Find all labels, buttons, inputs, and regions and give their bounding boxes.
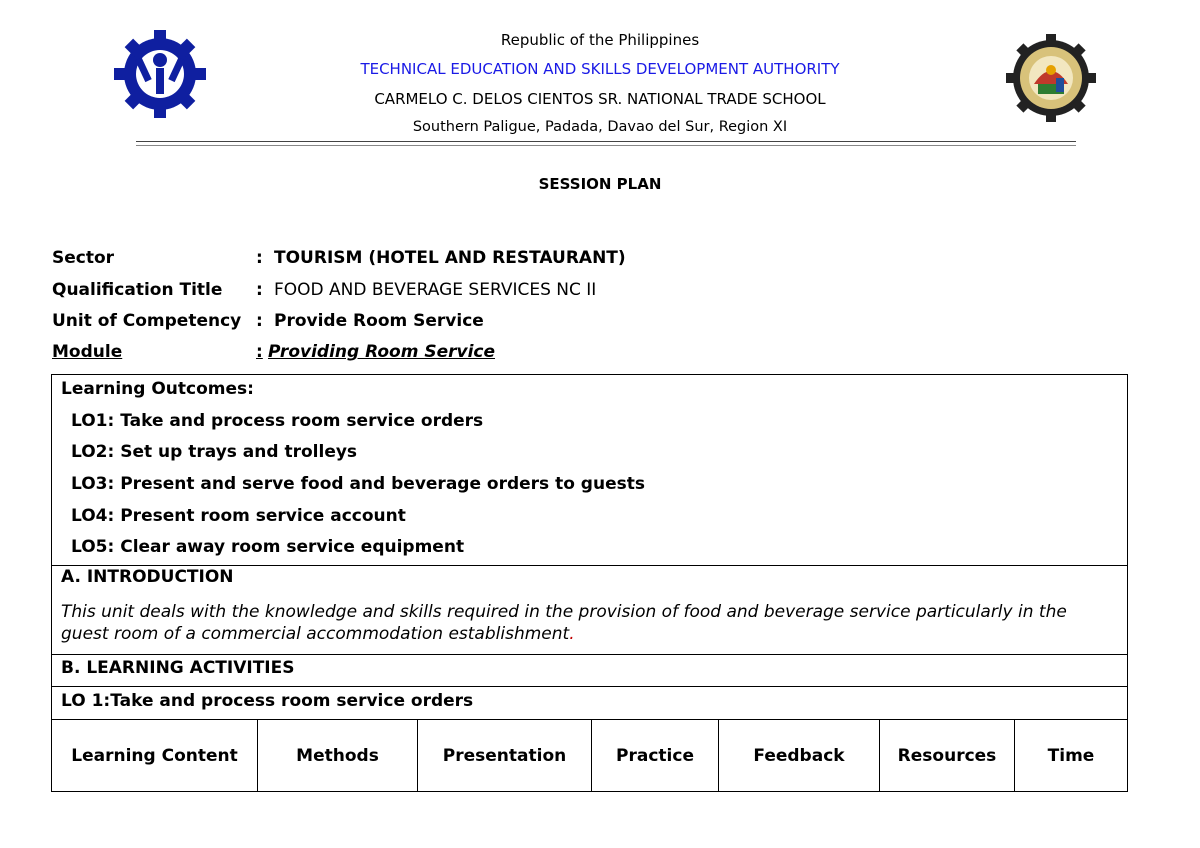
qualification-value: FOOD AND BEVERAGE SERVICES NC II — [274, 280, 597, 300]
row-divider — [52, 565, 1127, 566]
module-label: Module — [52, 342, 123, 362]
qualification-colon: : — [256, 280, 263, 300]
learning-outcome-item: LO4: Present room service account — [71, 506, 406, 526]
school-address: Southern Paligue, Padada, Davao del Sur, Region XI — [412, 119, 788, 135]
introduction-period: . — [569, 624, 575, 644]
activities-header-row — [52, 720, 1127, 791]
module-colon: : — [256, 342, 263, 362]
column-header-practice: Practice — [591, 720, 718, 791]
column-header-learning-content: Learning Content — [71, 745, 238, 766]
document-title: SESSION PLAN — [538, 175, 662, 193]
module-value: Providing Room Service — [268, 342, 496, 362]
sector-colon: : — [256, 248, 263, 268]
learning-outcome-item: LO3: Present and serve food and beverage orders to guests — [71, 474, 645, 494]
learning-outcomes-heading: Learning Outcomes: — [61, 379, 254, 399]
column-header-feedback: Feedback — [718, 720, 879, 791]
unit-label: Unit of Competency — [52, 311, 242, 331]
session-plan-table — [51, 374, 1128, 792]
agency-name: TECHNICAL EDUCATION AND SKILLS DEVELOPMENT AUTHORITY — [360, 60, 840, 78]
school-name: CARMELO C. DELOS CIENTOS SR. NATIONAL TRADE SCHOOL — [374, 90, 826, 108]
qualification-label: Qualification Title — [52, 280, 223, 300]
column-header-methods: Methods — [257, 720, 417, 791]
republic-heading: Republic of the Philippines — [500, 31, 700, 49]
learning-outcome-item: LO1: Take and process room service orders — [71, 411, 484, 431]
learning-activities-heading: B. LEARNING ACTIVITIES — [61, 658, 295, 678]
column-header-presentation: Presentation — [417, 720, 591, 791]
column-header-time: Time — [1014, 720, 1127, 791]
introduction-body — [61, 601, 1101, 645]
introduction-heading: A. INTRODUCTION — [61, 567, 234, 587]
learning-outcome-item: LO2: Set up trays and trolleys — [71, 442, 358, 462]
learning-outcome-item: LO5: Clear away room service equipment — [71, 537, 465, 557]
unit-value: Provide Room Service — [274, 311, 484, 331]
unit-colon: : — [256, 311, 263, 331]
header-divider — [136, 141, 1076, 142]
introduction-text: This unit deals with the knowledge and skills required in the provision of food and beverage service particularly in the guest room of a commercial accommodation establishment — [61, 602, 1067, 644]
lo1-heading: LO 1:Take and process room service orders — [61, 691, 474, 711]
row-divider — [52, 654, 1127, 655]
header-divider-secondary — [136, 145, 1076, 146]
row-divider — [52, 686, 1127, 687]
column-header-resources: Resources — [879, 720, 1014, 791]
sector-value: TOURISM (HOTEL AND RESTAURANT) — [274, 248, 626, 268]
sector-label: Sector — [52, 248, 115, 268]
